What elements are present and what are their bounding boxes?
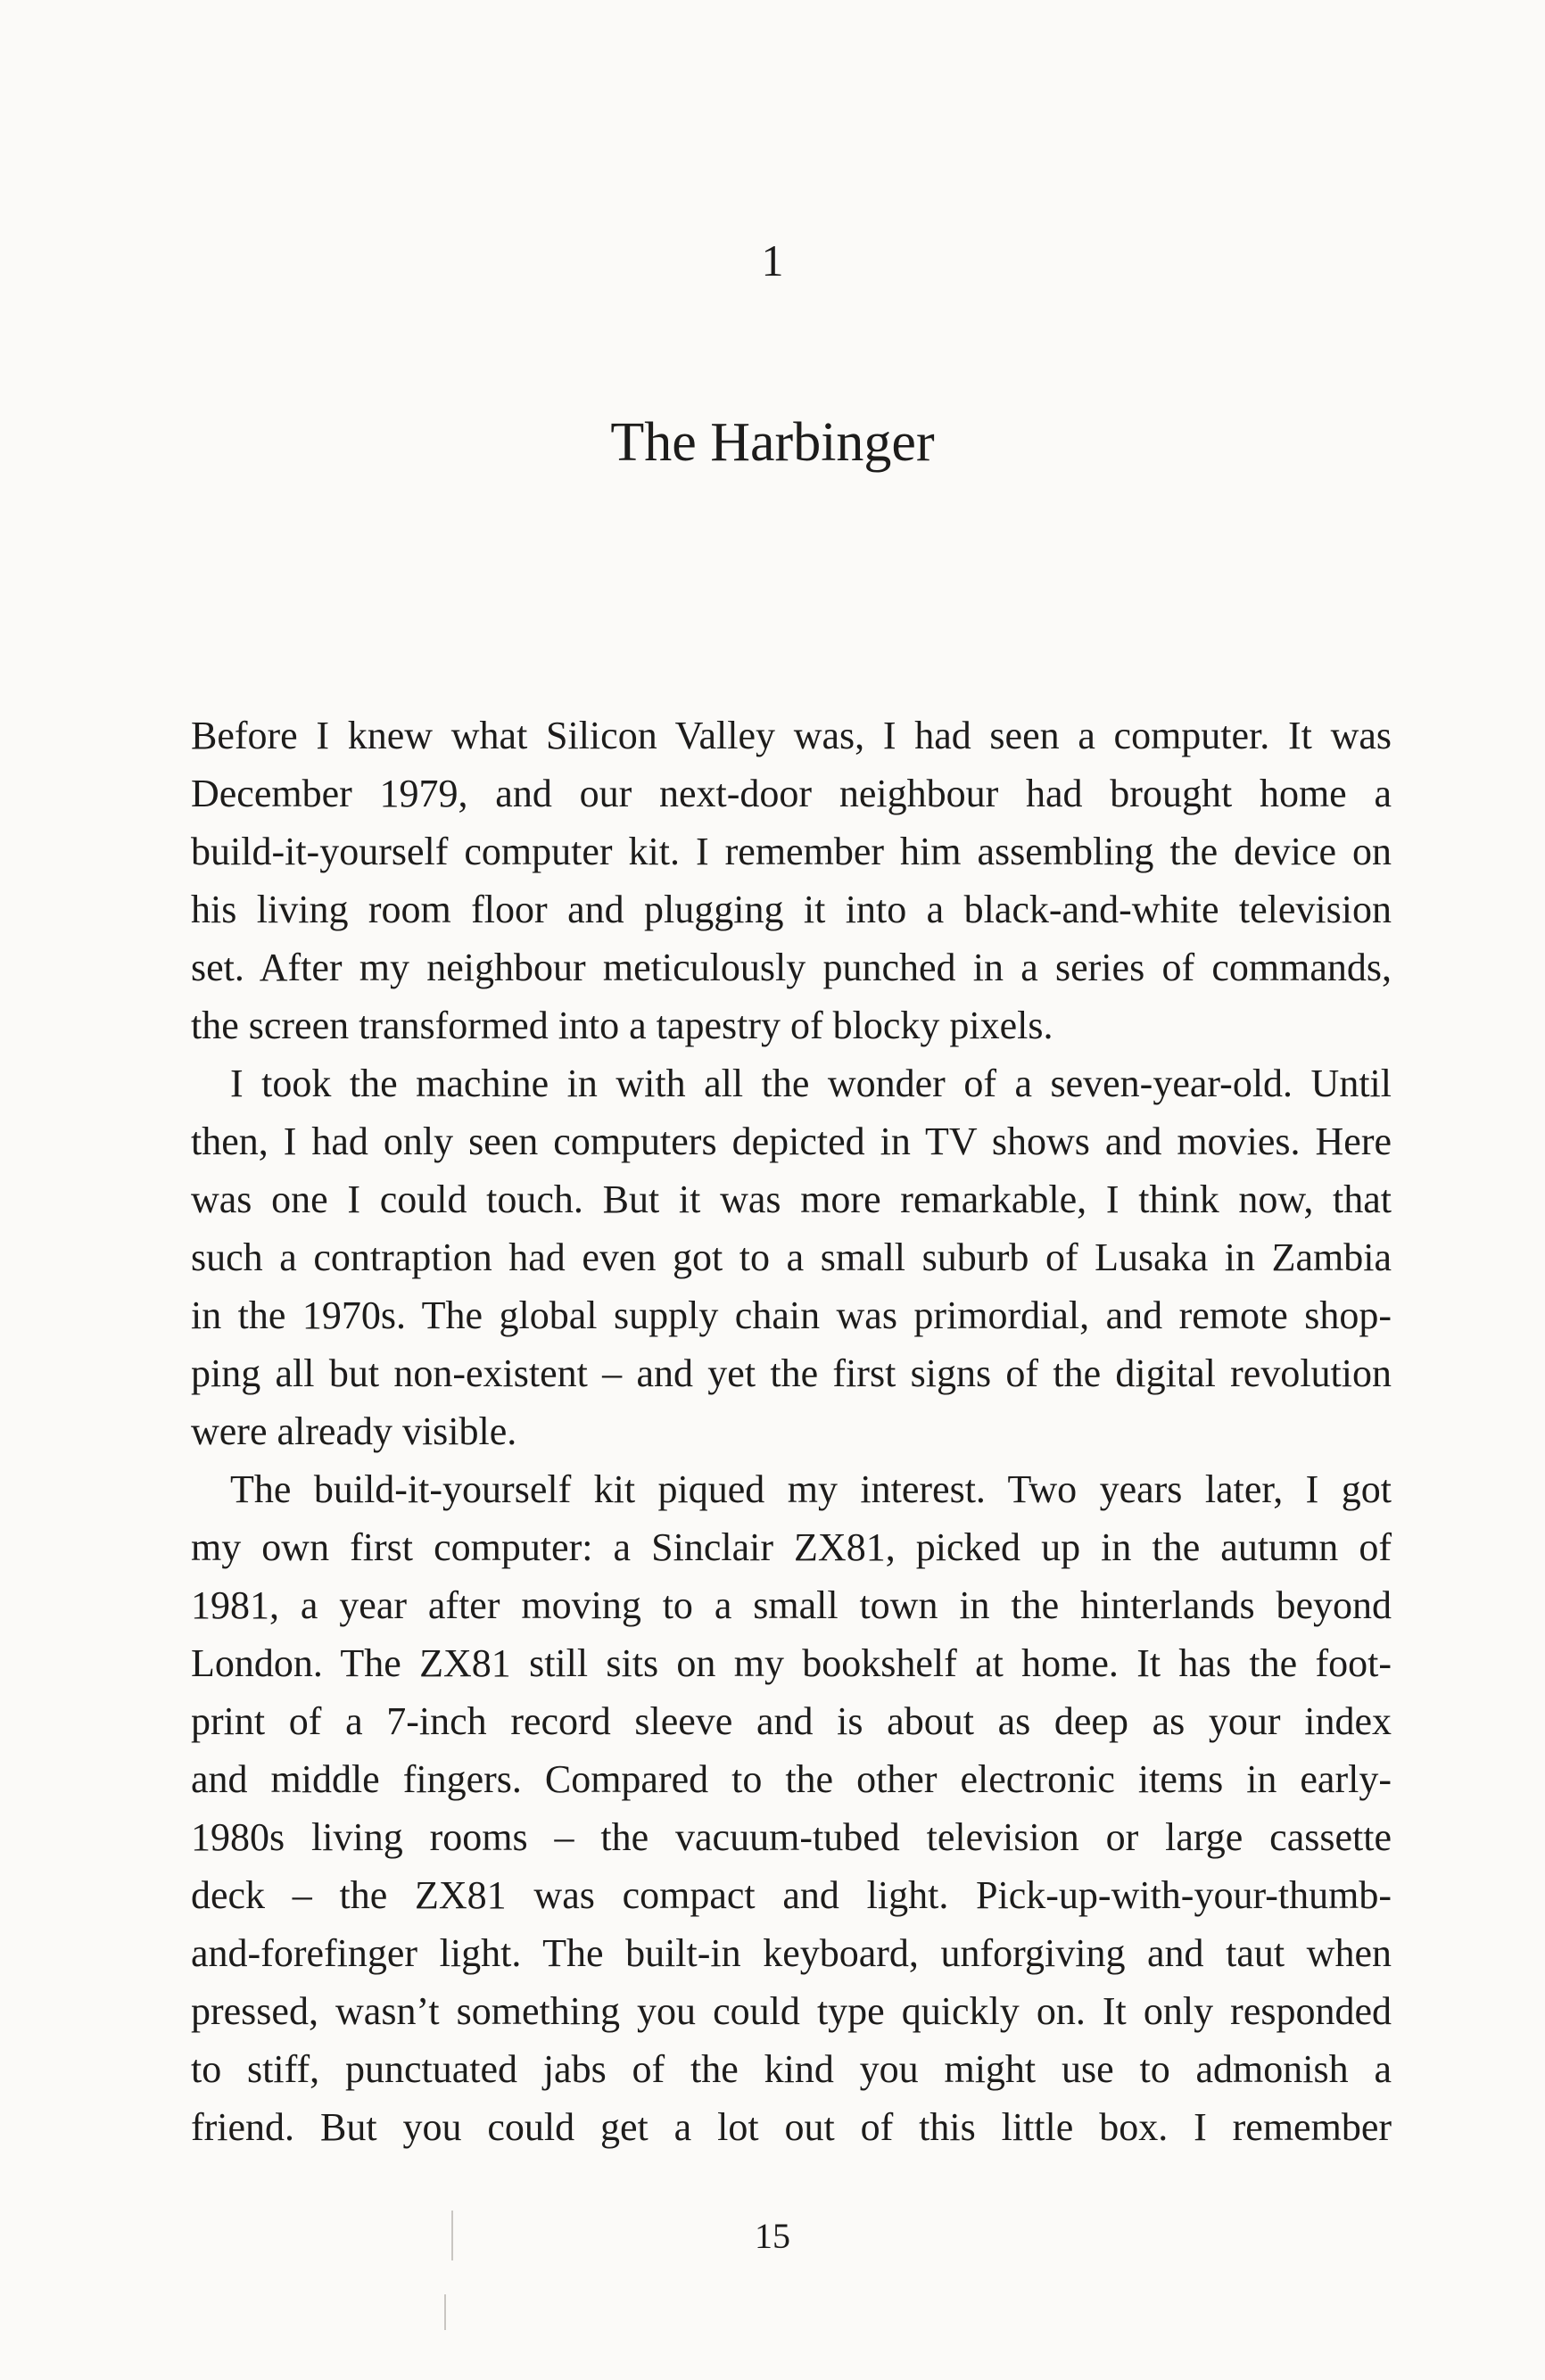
paragraph-2: [191, 1054, 1392, 1460]
text-line: print of a 7-inch record sleeve and is about as deep as your index: [191, 1699, 1392, 1743]
text-line: in the 1970s. The global supply chain was primordial, and remote shop-: [191, 1293, 1392, 1337]
text-line: and middle fingers. Compared to the other electronic items in early-: [191, 1757, 1392, 1801]
text-line: December 1979, and our next-door neighbour had brought home a: [191, 772, 1392, 815]
text-line: Before I knew what Silicon Valley was, I had seen a computer. It was: [191, 714, 1392, 757]
text-line: build-it-yourself computer kit. I remember him assembling the device on: [191, 830, 1392, 873]
text-line: set. After my neighbour meticulously punched in a series of commands,: [191, 946, 1392, 989]
text-line: were already visible.: [191, 1409, 517, 1453]
text-line: deck – the ZX81 was compact and light. Pick-up-with-your-thumb-: [191, 1873, 1392, 1917]
chapter-number: 1: [761, 236, 784, 285]
text-line: my own first computer: a Sinclair ZX81, picked up in the autumn of: [191, 1525, 1392, 1569]
chapter-title: The Harbinger: [610, 412, 935, 473]
text-line: pressed, wasn’t something you could type quickly on. It only responded: [191, 1989, 1392, 2033]
paragraph-3: [191, 1460, 1392, 2156]
text-line: 1980s living rooms – the vacuum-tubed television or large cassette: [191, 1815, 1392, 1859]
text-line: was one I could touch. But it was more remarkable, I think now, that: [191, 1178, 1392, 1221]
text-line: The build-it-yourself kit piqued my interest. Two years later, I got: [230, 1467, 1392, 1511]
scan-mark: [444, 2294, 446, 2330]
text-line: the screen transformed into a tapestry of blocky pixels.: [191, 1004, 1053, 1047]
text-line: 1981, a year after moving to a small town in the hinterlands beyond: [191, 1583, 1392, 1627]
body-text: [191, 707, 1392, 2156]
text-line: and-forefinger light. The built-in keyboard, unforgiving and taut when: [191, 1931, 1392, 1975]
text-line: such a contraption had even got to a small suburb of Lusaka in Zambia: [191, 1235, 1392, 1279]
text-line: ping all but non-existent – and yet the first signs of the digital revolution: [191, 1351, 1392, 1395]
text-line: to stiff, punctuated jabs of the kind you might use to admonish a: [191, 2047, 1392, 2091]
text-line: his living room floor and plugging it into a black-and-white television: [191, 888, 1392, 931]
text-line: then, I had only seen computers depicted in TV shows and movies. Here: [191, 1120, 1392, 1163]
text-line: friend. But you could get a lot out of this little box. I remember: [191, 2105, 1392, 2149]
paragraph-1: [191, 707, 1392, 1054]
text-line: I took the machine in with all the wonder of a seven-year-old. Until: [230, 1062, 1392, 1105]
text-line: London. The ZX81 still sits on my bookshelf at home. It has the foot-: [191, 1641, 1392, 1685]
page-number: 15: [755, 2216, 790, 2256]
